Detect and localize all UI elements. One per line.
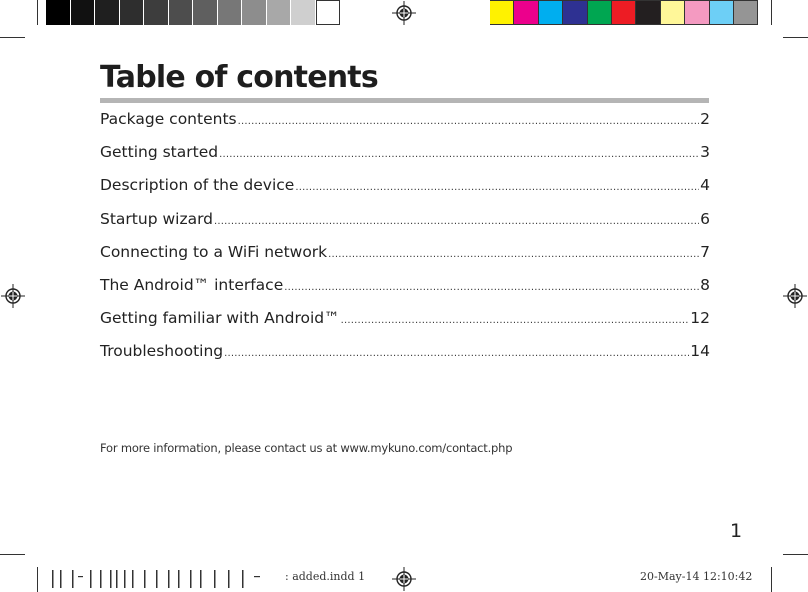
toc-entry-page: 8 (700, 275, 710, 294)
page-number: 1 (730, 520, 743, 542)
toc-entry-label: Startup wizard (100, 209, 214, 228)
slug-timestamp: 20-May-14 12:10:42 (640, 570, 753, 583)
page-title: Table of contents (100, 60, 378, 95)
color-calibration-bar (490, 0, 758, 25)
gray-swatch (120, 0, 145, 25)
dot-leader (284, 282, 699, 293)
dot-leader (328, 249, 699, 260)
toc-entry-page: 7 (700, 242, 710, 261)
color-swatch (710, 0, 734, 25)
toc-entry-startup-wizard[interactable] (100, 210, 710, 243)
toc-entry-label: The Android™ interface (100, 275, 284, 294)
gray-swatch (144, 0, 169, 25)
color-swatch (612, 0, 636, 25)
toc-entry-page: 3 (700, 143, 710, 162)
color-swatch (588, 0, 612, 25)
gray-swatch (95, 0, 120, 25)
dot-leader (295, 182, 699, 193)
toc-entry-connecting-wifi[interactable] (100, 243, 710, 276)
toc-entry-label: Getting familiar with Android™ (100, 309, 340, 328)
toc-entry-familiar-android[interactable] (100, 309, 710, 342)
gray-swatch (291, 0, 316, 25)
crop-mark-bottom-right-h (783, 554, 808, 555)
dot-leader (341, 315, 690, 326)
color-swatch (734, 0, 758, 25)
gray-swatch (316, 0, 341, 25)
crop-mark-top-right-h (783, 37, 808, 38)
toc-entry-package-contents[interactable] (100, 110, 710, 143)
color-swatch (490, 0, 514, 25)
gray-swatch (267, 0, 292, 25)
crop-mark-top-right-v (771, 0, 772, 25)
crop-mark-top-left-v (37, 0, 38, 25)
gray-swatch (242, 0, 267, 25)
toc-entry-label: Package contents (100, 110, 237, 128)
toc-entry-page: 4 (700, 176, 710, 195)
gray-swatch (46, 0, 71, 25)
dot-leader (238, 116, 700, 127)
toc-entry-label: Getting started (100, 143, 219, 162)
crop-mark-top-left-h (0, 37, 25, 38)
dot-leader (224, 348, 689, 359)
color-swatch (539, 0, 563, 25)
crop-mark-bottom-left-h (0, 554, 25, 555)
color-swatch (685, 0, 709, 25)
gray-swatch (169, 0, 194, 25)
slug-filename: : added.indd 1 (285, 570, 366, 583)
gray-swatch (71, 0, 96, 25)
toc-entry-page: 6 (700, 209, 710, 228)
color-swatch (563, 0, 587, 25)
crop-mark-bottom-right-v (771, 567, 772, 592)
registration-mark-right-icon (782, 283, 808, 309)
contact-info: For more information, please contact us at www.mykuno.com/contact.php (100, 441, 513, 455)
slug-filename-glyphs (52, 566, 267, 590)
dot-leader (219, 149, 699, 160)
toc-entry-page: 12 (690, 309, 710, 328)
registration-mark-top-icon (391, 0, 417, 26)
toc-entry-description-of-device[interactable] (100, 176, 710, 209)
grayscale-calibration-bar (46, 0, 340, 25)
crop-mark-bottom-left-v (37, 567, 38, 592)
toc-entry-label: Description of the device (100, 176, 295, 195)
toc-entry-page: 2 (700, 110, 710, 128)
toc-entry-troubleshooting[interactable] (100, 342, 710, 375)
color-swatch (514, 0, 538, 25)
toc-entry-getting-started[interactable] (100, 143, 710, 176)
table-of-contents (100, 110, 710, 376)
toc-entry-label: Troubleshooting (100, 342, 224, 361)
toc-entry-android-interface[interactable] (100, 276, 710, 309)
gray-swatch (193, 0, 218, 25)
toc-entry-page: 14 (690, 342, 710, 361)
color-swatch (636, 0, 660, 25)
toc-entry-label: Connecting to a WiFi network (100, 242, 328, 261)
title-underline (100, 98, 709, 103)
registration-mark-left-icon (0, 283, 26, 309)
gray-swatch (218, 0, 243, 25)
dot-leader (214, 216, 699, 227)
registration-mark-bottom-icon (391, 566, 417, 592)
color-swatch (661, 0, 685, 25)
